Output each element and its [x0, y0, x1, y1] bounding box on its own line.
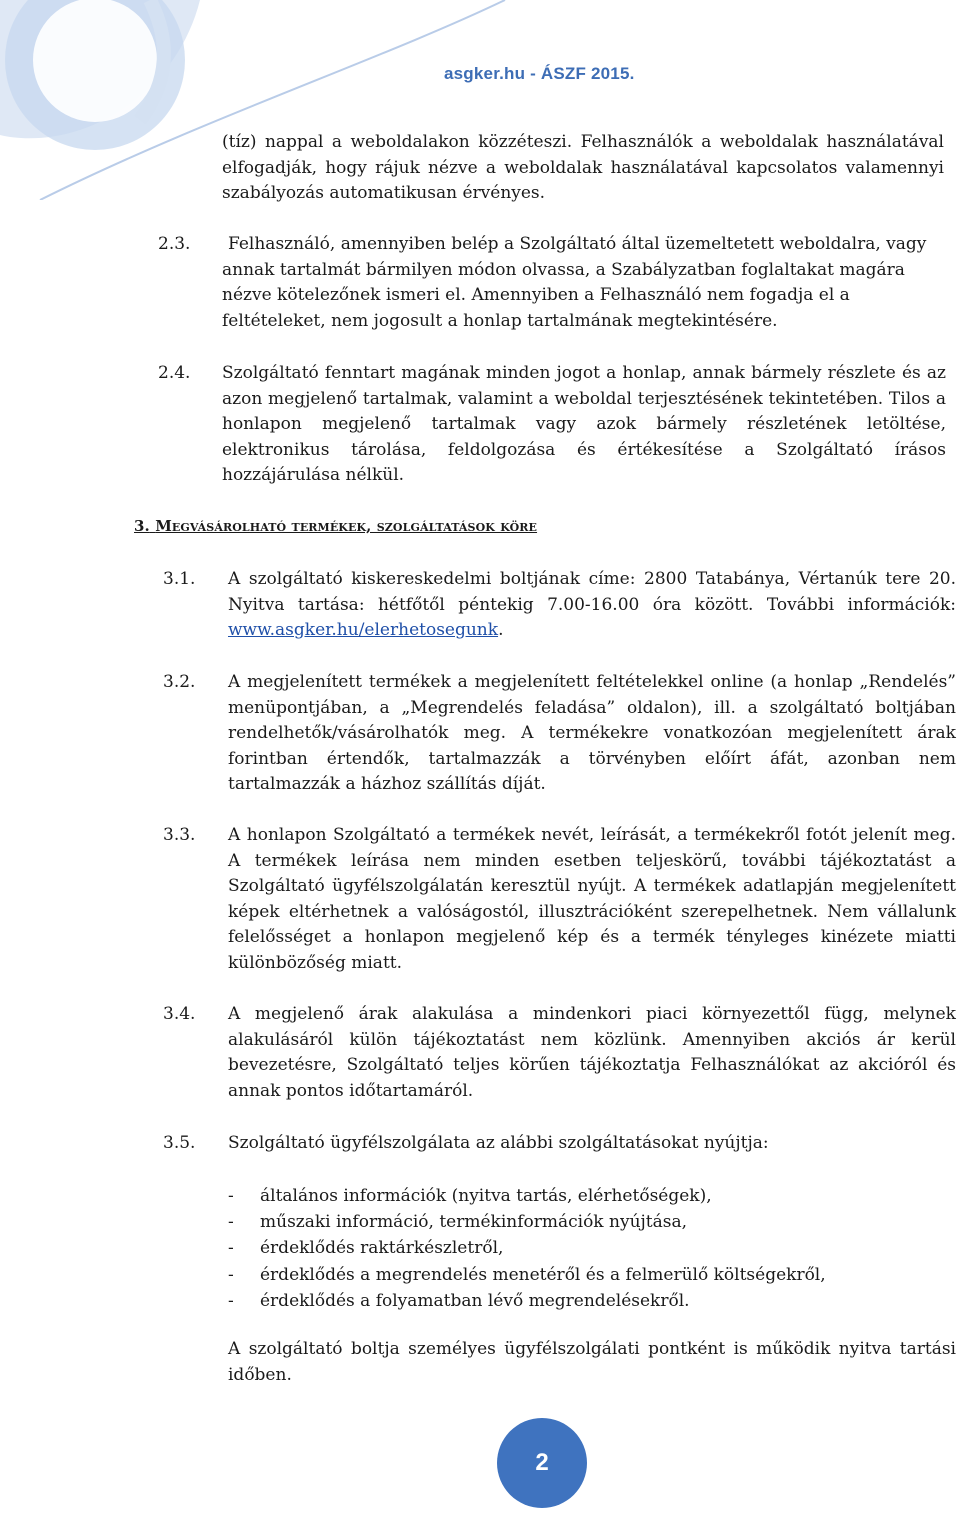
- section-3-2-number: 3.2.: [163, 672, 196, 692]
- contact-link[interactable]: www.asgker.hu/elerhetosegunk: [228, 620, 499, 641]
- list-item: [228, 1235, 928, 1261]
- list-item-text: érdeklődés a megrendelés menetéről és a felmerülő költségekről,: [260, 1264, 826, 1285]
- services-list: [228, 1183, 928, 1314]
- section-3-1-end: .: [498, 620, 504, 641]
- section-3-1-body: A szolgáltató kiskereskedelmi boltjának címe: 2800 Tatabánya, Vértanúk tere 20. Nyitva tartása: hétfőtől péntekig 7.00-16.00 óra között. További információk:: [228, 569, 956, 615]
- list-item: [228, 1209, 928, 1235]
- section-3-2-text: A megjelenített termékek a megjelenített feltételekkel online (a honlap „Rendelés” menüpontjában, a „Megrendelés feladása” oldalon), ill. a szolgáltató boltjában rendelhetők/vásárolhatók meg. A termékekre vonatkozóan megjelenített árak forintban értendők, tartalmazzák a törvényben előírt áfát, azonban nem tartalmazzák a házhoz szállítás díját.: [228, 672, 956, 795]
- list-item: [228, 1262, 928, 1288]
- section-3-4-text: A megjelenő árak alakulása a mindenkori piaci környezettől függ, melynek alakulásáról külön tájékoztatást nem közlünk. Amennyiben akciós ár kerül bevezetésre, Szolgáltató teljes körűen tájékoztatja Felhasználókat az akcióról és annak pontos időtartamáról.: [228, 1004, 956, 1101]
- intro-paragraph: (tíz) nappal a weboldalakon közzéteszi. Felhasználók a weboldalak használatával elfogadják, hogy rájuk nézve a weboldalak használatával kapcsolatos valamennyi szabályozás automatikusan érvényes.: [222, 132, 944, 204]
- section-3-5-number: 3.5.: [163, 1133, 196, 1153]
- list-item-text: érdeklődés raktárkészletről,: [260, 1238, 504, 1259]
- section-2-4-text: Szolgáltató fenntart magának minden jogot a honlap, annak bármely részlete és az azon megjelenő tartalmak, valamint a weboldal terjesztésének tekintetében. Tilos a honlapon megjelenő tartalmak vagy azok bármely részletének letöltése, elektronikus tárolása, feldolgozása és értékesítése a Szolgáltató írásos hozzájárulása nélkül.: [222, 363, 946, 486]
- section-3-3-text: A honlapon Szolgáltató a termékek nevét, leírását, a termékekről fotót jelenít meg. A termékek leírása nem minden esetben teljeskörű, további tájékoztatást a Szolgáltató ügyfélszolgálatán keresztül nyújt. A termékek adatlapján megjelenített képek eltérhetnek a valóságostól, illusztrációként szerepelhetnek. Nem vállalunk felelősséget a honlapon megjelenő kép és a termék tényleges kinézete miatti különbözőség miatt.: [228, 825, 956, 973]
- section-3-heading: [134, 517, 537, 535]
- section-2-4-number: 2.4.: [158, 363, 191, 383]
- section-3-3-number: 3.3.: [163, 825, 196, 845]
- section-3-5-text: Szolgáltató ügyfélszolgálata az alábbi szolgáltatásokat nyújtja:: [228, 1133, 769, 1153]
- section-2-3-text: Felhasználó, amennyiben belép a Szolgáltató által üzemeltetett weboldalra, vagy annak tartalmát bármilyen módon olvassa, a Szabályzatban foglaltakat magára nézve kötelezőnek ismeri el. Amennyiben a Felhasználó nem fogadja el a feltételeket, nem jogosult a honlap tartalmának megtekintésére.: [222, 234, 927, 331]
- list-item-text: érdeklődés a folyamatban lévő megrendelésekről.: [260, 1290, 690, 1311]
- list-item-text: általános információk (nyitva tartás, elérhetőségek),: [260, 1186, 712, 1206]
- list-item: [228, 1183, 928, 1209]
- page-number: 2: [497, 1418, 587, 1508]
- section-3-1-number: 3.1.: [163, 569, 196, 589]
- section-3-4-number: 3.4.: [163, 1004, 196, 1024]
- closing-paragraph: A szolgáltató boltja személyes ügyfélszolgálati pontként is működik nyitva tartási időben.: [228, 1339, 956, 1385]
- header-title: asgker.hu - ÁSZF 2015.: [444, 64, 635, 83]
- bullet-marker: -: [228, 1238, 234, 1259]
- list-item: [228, 1288, 928, 1314]
- list-item-text: műszaki információ, termékinformációk nyújtása,: [260, 1212, 688, 1233]
- section-2-3-number: 2.3.: [158, 234, 191, 254]
- bullet-marker: -: [228, 1290, 234, 1311]
- bullet-marker: -: [228, 1264, 234, 1285]
- section-3-title: Megvásárolható termékek, szolgáltatások köre: [155, 517, 538, 535]
- bullet-marker: -: [228, 1212, 234, 1233]
- section-3-1-text: [228, 567, 956, 644]
- bullet-marker: -: [228, 1186, 234, 1206]
- section-3-number: 3.: [134, 517, 150, 535]
